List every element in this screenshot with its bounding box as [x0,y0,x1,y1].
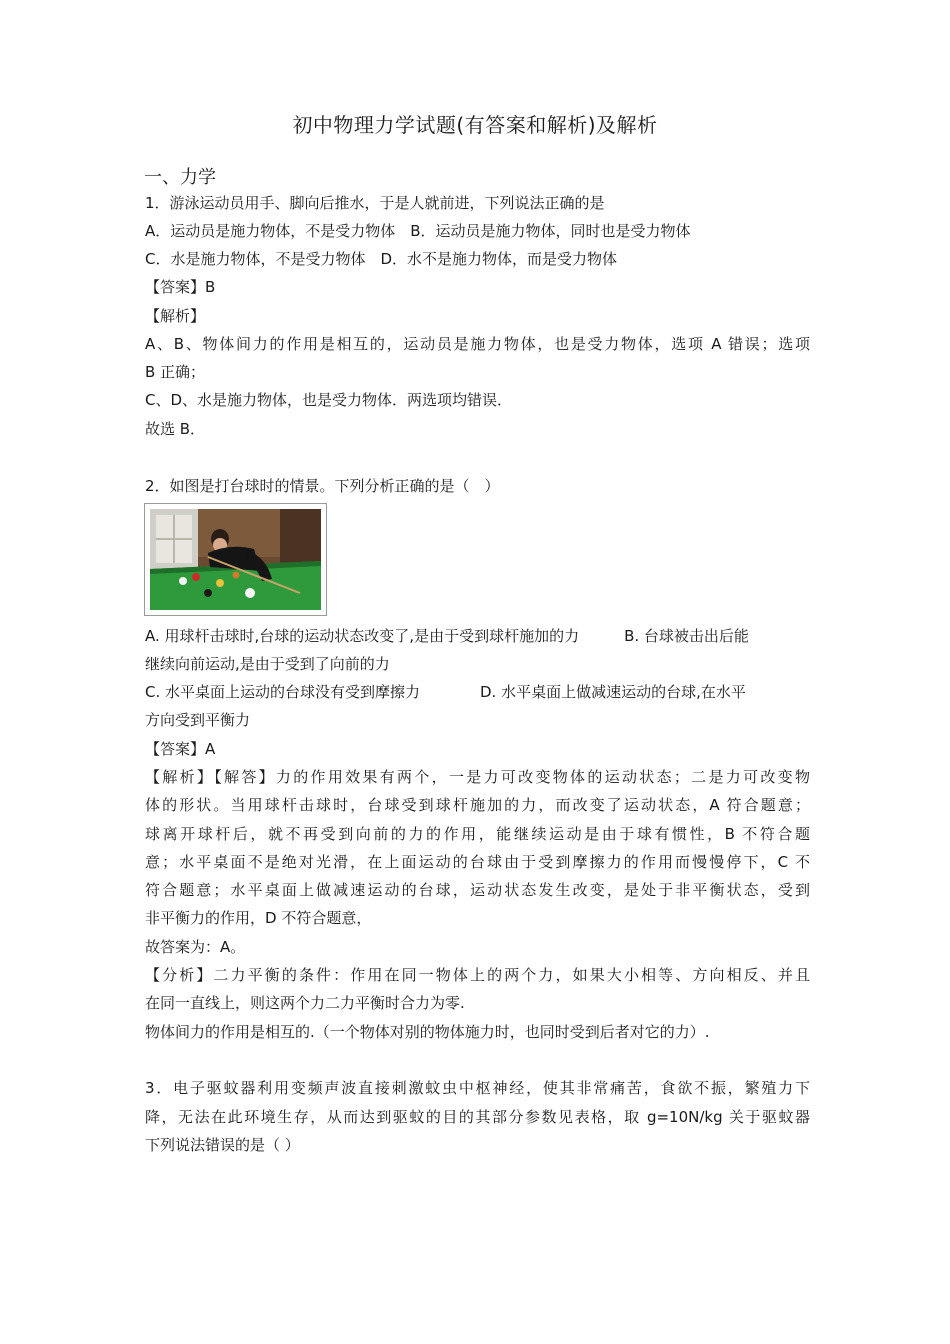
q2-stem: 2．如图是打台球时的情景。下列分析正确的是（ ） [145,477,500,495]
q2-analysis-text: 体的形状。当用球杆击球时，台球受到球杆施加的力，而改变了运动状态，A 符合题意； [145,796,810,814]
q2-option-a: A. 用球杆击球时,台球的运动状态改变了,是由于受到球杆施加的力 B. 台球被击出后能 [145,627,749,645]
q1-answer: 【答案】B [145,278,216,296]
q1-analysis-label: 【解析】 [145,307,206,325]
billiards-photo [144,503,327,616]
q2-answer: 【答案】A [145,740,216,758]
q3-stem: 降，无法在此环境生存，从而达到驱蚊的目的其部分参数见表格，取 g=10N/kg 关于驱蚊器 [145,1108,810,1126]
section-heading: 一、力学 [144,167,216,188]
billiards-illustration [150,509,321,610]
q3-stem: 下列说法错误的是（ ） [145,1136,300,1154]
q2-analysis-text: 【解析】【解答】力的作用效果有两个，一是力可改变物体的运动状态；二是力可改变物 [145,768,810,786]
q2-analysis-text: 非平衡力的作用，D 不符合题意， [145,909,372,927]
q1-analysis-text: C、D、水是施力物体，也是受力物体．两选项均错误． [145,391,513,409]
q2-conclusion: 故答案为：A。 [145,938,246,956]
q2-summary-text: 在同一直线上，则这两个力二力平衡时合力为零. [145,994,465,1012]
q2-summary-text: 【分析】二力平衡的条件：作用在同一物体上的两个力，如果大小相等、方向相反、并且 [145,966,810,984]
q2-option-b-cont: 继续向前运动,是由于受到了向前的力 [145,655,390,673]
document-title: 初中物理力学试题(有答案和解析)及解析 [292,113,658,137]
q3-stem: 3．电子驱蚊器利用变频声波直接刺激蚊虫中枢神经，使其非常痛苦，食欲不振，繁殖力下 [145,1079,810,1097]
q1-conclusion: 故选 B． [145,420,206,438]
q1-stem: 1．游泳运动员用手、脚向后推水，于是人就前进，下列说法正确的是 [145,194,605,212]
q2-option-cd: C. 水平桌面上运动的台球没有受到摩擦力 D. 水平桌面上做减速运动的台球,在水平 [145,683,746,701]
q1-analysis-text: B 正确； [145,363,206,381]
q2-analysis-text: 符合题意；水平桌面上做减速运动的台球，运动状态发生改变，是处于非平衡状态，受到 [145,881,810,899]
q2-option-d-cont: 方向受到平衡力 [145,711,251,729]
q2-analysis-text: 意；水平桌面不是绝对光滑，在上面运动的台球由于受到摩擦力的作用而慢慢停下，C 不 [145,853,810,871]
q2-summary-text: 物体间力的作用是相互的.（一个物体对别的物体施力时，也同时受到后者对它的力）. [145,1023,710,1041]
q1-options-ab: A．运动员是施力物体，不是受力物体 B．运动员是施力物体，同时也是受力物体 [145,222,691,240]
q1-options-cd: C．水是施力物体，不是受力物体 D．水不是施力物体，而是受力物体 [145,250,618,268]
q1-analysis-text: A、B、物体间力的作用是相互的，运动员是施力物体，也是受力物体，选项 A 错误；选项 [145,335,810,353]
q2-analysis-text: 球离开球杆后，就不再受到向前的力的作用，能继续运动是由于球有惯性，B 不符合题 [145,825,810,843]
